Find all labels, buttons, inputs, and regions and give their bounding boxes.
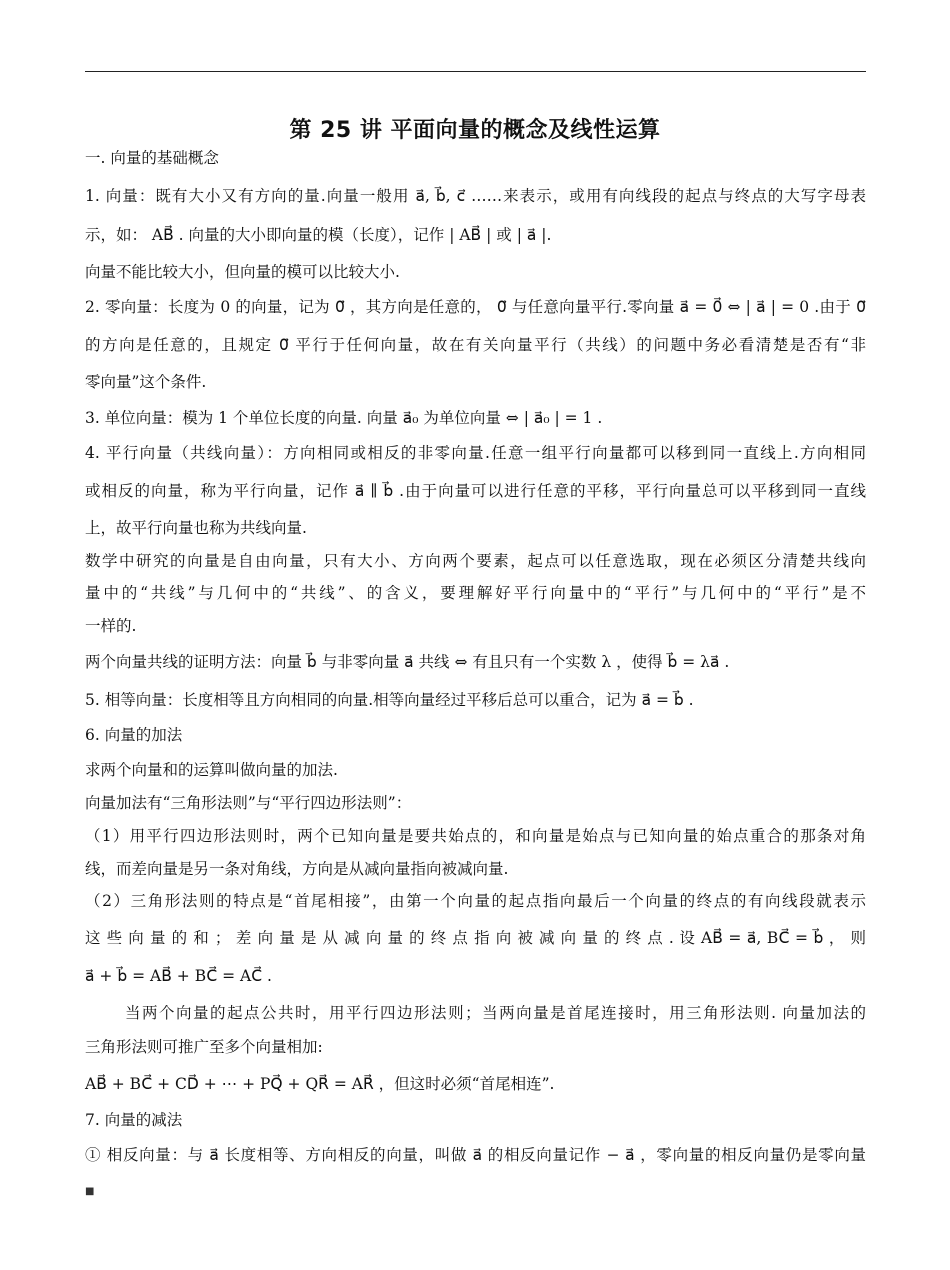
footer-mark: ■ (85, 1186, 95, 1197)
paragraph-line: 4. 平行向量（共线向量）：方向相同或相反的非零向量.任意一组平行向量都可以移到同一直线上.方向相同 (85, 444, 866, 462)
paragraph-line: 一样的. (85, 617, 137, 635)
paragraph-line: 1. 向量：既有大小又有方向的量.向量一般用 a⃗, b⃗, c⃗ ……来表示，或用有向线段的起点与终点的大写字母表 (85, 187, 866, 205)
paragraph-line: 当两个向量的起点公共时，用平行四边形法则；当两向量是首尾连接时，用三角形法则. 向量加法的 (125, 1004, 866, 1022)
paragraph-line: 上，故平行向量也称为共线向量. (85, 519, 307, 537)
paragraph-line: 2. 零向量：长度为 0 的向量，记为 0⃗ ，其方向是任意的， 0⃗ 与任意向量平行.零向量 a⃗ = 0⃗ ⇔ | a⃗ | = 0 .由于 0⃗ (85, 298, 866, 316)
paragraph-line: 向量加法有“三角形法则”与“平行四边形法则”： (85, 794, 412, 812)
paragraph-line: 零向量”这个条件. (85, 373, 207, 391)
paragraph-line: 或相反的向量，称为平行向量，记作 a⃗ ∥ b⃗ .由于向量可以进行任意的平移，平行向量总可以平移到同一直线 (85, 482, 866, 500)
section-heading: 一. 向量的基础概念 (85, 149, 219, 167)
paragraph-line: 求两个向量和的运算叫做向量的加法. (85, 761, 338, 779)
paragraph-line: 示，如： AB⃗ . 向量的大小即向量的模（长度），记作 | AB⃗ | 或 | a⃗ |. (85, 226, 552, 244)
paragraph-line: ① 相反向量：与 a⃗ 长度相等、方向相反的向量，叫做 a⃗ 的相反向量记作 − a⃗ ，零向量的相反向量仍是零向量 (85, 1146, 866, 1164)
paragraph-line: 线，而差向量是另一条对角线，方向是从减向量指向被减向量. (85, 860, 509, 878)
paragraph-line: 的方向是任意的，且规定 0⃗ 平行于任何向量，故在有关向量平行（共线）的问题中务必看清楚是否有“非 (85, 336, 866, 354)
paragraph-line: a⃗ + b⃗ = AB⃗ + BC⃗ = AC⃗ . (85, 967, 272, 985)
formula-line: AB⃗ + BC⃗ + CD⃗ + ⋯ + PQ⃗ + QR⃗ = AR⃗ ，但这时必须“首尾相连”. (85, 1075, 555, 1093)
paragraph-line: 三角形法则可推广至多个向量相加: (85, 1038, 323, 1056)
page-title: 第 25 讲 平面向量的概念及线性运算 (289, 118, 661, 143)
paragraph-line: 3. 单位向量：模为 1 个单位长度的向量. 向量 a⃗₀ 为单位向量 ⇔ | a⃗₀ | = 1 . (85, 409, 603, 427)
paragraph-line: 数学中研究的向量是自由向量，只有大小、方向两个要素，起点可以任意选取，现在必须区分清楚共线向 (85, 552, 866, 570)
section-heading: 7. 向量的减法 (85, 1111, 183, 1129)
paragraph-line: 两个向量共线的证明方法：向量 b⃗ 与非零向量 a⃗ 共线 ⇔ 有且只有一个实数 λ ，使得 b⃗ = λa⃗ . (85, 653, 730, 671)
paragraph-line: 向量不能比较大小，但向量的模可以比较大小. (85, 263, 400, 281)
paragraph-line: 5. 相等向量：长度相等且方向相同的向量.相等向量经过平移后总可以重合，记为 a⃗ = b⃗ . (85, 691, 694, 709)
section-heading: 6. 向量的加法 (85, 726, 183, 744)
paragraph-line: 这 些 向 量 的 和 ； 差 向 量 是 从 减 向 量 的 终 点 指 向 被 减 向 量 的 终 点 . 设 AB⃗ = a⃗, BC⃗ = b⃗ ， 则 (85, 929, 866, 947)
header-rule (85, 71, 866, 72)
paragraph-line: 量中的“共线”与几何中的“共线”、的含义，要理解好平行向量中的“平行”与几何中的“平行”是不 (85, 584, 866, 602)
paragraph-line: （2）三角形法则的特点是“首尾相接”，由第一个向量的起点指向最后一个向量的终点的有向线段就表示 (85, 892, 866, 910)
paragraph-line: （1）用平行四边形法则时，两个已知向量是要共始点的，和向量是始点与已知向量的始点重合的那条对角 (85, 827, 866, 845)
